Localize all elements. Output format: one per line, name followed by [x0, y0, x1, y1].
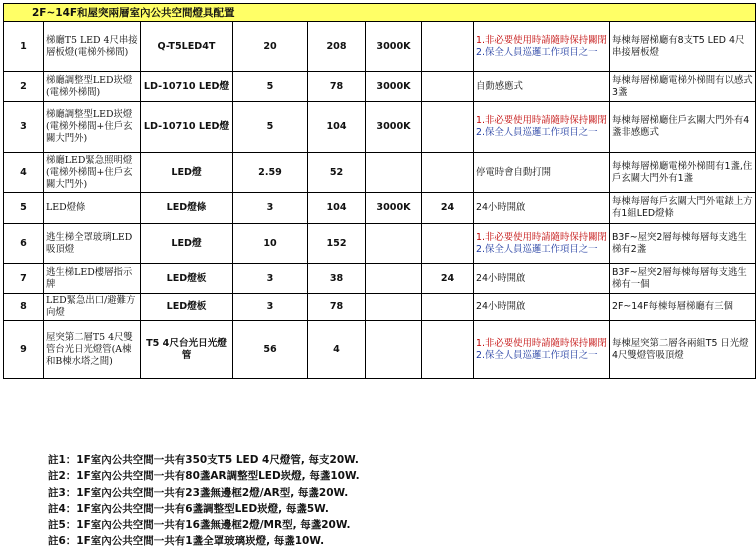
- model-cell: LED燈: [141, 224, 233, 264]
- location-cell: 梯廳調整型LED崁燈(電梯外梯間): [44, 72, 141, 102]
- table-row: [4, 294, 756, 321]
- note-cell: 2F~14F每棟每層梯廳有三個: [610, 294, 756, 321]
- quantity-cell: 38: [308, 264, 366, 294]
- model-cell: LED燈板: [141, 264, 233, 294]
- quantity-cell: 78: [308, 294, 366, 321]
- location-cell: LED燈條: [44, 193, 141, 224]
- note-cell: B3F~屋突2層每棟每層每支逃生梯有一個: [610, 264, 756, 294]
- note-line: 註3：1F室內公共空間一共有23盞無邊框2燈/AR型, 每盞20W.: [48, 486, 349, 499]
- note-line: 註1：1F室內公共空間一共有350支T5 LED 4尺燈管, 每支20W.: [48, 454, 359, 466]
- note-line: 註2：1F室內公共空間一共有80盞AR調整型LED崁燈, 每盞10W.: [48, 470, 360, 483]
- control-cell: [474, 193, 610, 224]
- note-line: 註5：1F室內公共空間一共有16盞無邊框2燈/MR型, 每盞20W.: [48, 519, 351, 532]
- color-temp-cell: [366, 264, 422, 294]
- row-number: 1: [4, 22, 44, 72]
- watt-cell: 3: [233, 294, 308, 321]
- row-number: 5: [4, 193, 44, 224]
- note-line: 註4：1F室內公共空間一共有6盞調整型LED崁燈, 每盞5W.: [48, 502, 329, 515]
- row-number: 3: [4, 102, 44, 153]
- control-plain-text: 24小時開啟: [476, 202, 526, 213]
- quantity-cell: 104: [308, 193, 366, 224]
- hours-cell: [422, 294, 474, 321]
- location-cell: 梯廳調整型LED崁燈(電梯外梯間+住戶玄關大門外): [44, 102, 141, 153]
- note-cell: 每棟每層梯廳有8支T5 LED 4尺串接層板燈: [610, 22, 756, 72]
- table-title-row: [4, 4, 756, 22]
- color-temp-cell: [366, 153, 422, 193]
- watt-cell: 20: [233, 22, 308, 72]
- notes-list: [48, 452, 360, 550]
- control-cell: [474, 153, 610, 193]
- control-cell: [474, 321, 610, 379]
- control-cell: [474, 224, 610, 264]
- row-number: 2: [4, 72, 44, 102]
- control-blue-text: 2.保全人員巡邏工作項目之一: [476, 46, 598, 58]
- lighting-table: [3, 3, 756, 379]
- watt-cell: 5: [233, 72, 308, 102]
- quantity-cell: 4: [308, 321, 366, 379]
- control-red-text: 1.非必要使用時請隨時保持關閉: [476, 34, 607, 46]
- hours-cell: 24: [422, 264, 474, 294]
- row-number: 8: [4, 294, 44, 321]
- row-number: 4: [4, 153, 44, 193]
- control-red-text: 1.非必要使用時請隨時保持關閉: [476, 337, 607, 349]
- hours-cell: [422, 72, 474, 102]
- hours-cell: [422, 102, 474, 153]
- table-row: [4, 264, 756, 294]
- model-cell: LED燈條: [141, 193, 233, 224]
- note-cell: 每棟每層梯廳電梯外梯間有1盞,住戶玄關大門外有1盞: [610, 153, 756, 193]
- control-plain-text: 24小時開啟: [476, 272, 526, 284]
- control-plain-text: 24小時開啟: [476, 301, 526, 312]
- location-cell: 逃生梯LED樓層指示牌: [44, 264, 141, 294]
- location-cell: 梯廳LED緊急照明燈(電梯外梯間+住戶玄關大門外): [44, 153, 141, 193]
- model-cell: Q-T5LED4T: [141, 22, 233, 72]
- table-row: [4, 72, 756, 102]
- quantity-cell: 208: [308, 22, 366, 72]
- control-plain-text: 停電時會自動打開: [476, 166, 552, 178]
- color-temp-cell: 3000K: [366, 193, 422, 224]
- control-red-text: 1.非必要使用時請隨時保持關閉: [476, 231, 607, 243]
- note-cell: 每棟每層每戶玄關大門外電錶上方有1組LED燈條: [610, 193, 756, 224]
- note-cell: 每棟每層梯廳住戶玄關大門外有4盞非感應式: [610, 102, 756, 153]
- location-cell: 逃生梯全罩玻璃LED吸頂燈: [44, 224, 141, 264]
- watt-cell: 5: [233, 102, 308, 153]
- model-cell: LED燈板: [141, 294, 233, 321]
- table-row: [4, 22, 756, 72]
- color-temp-cell: 3000K: [366, 72, 422, 102]
- color-temp-cell: 3000K: [366, 22, 422, 72]
- location-cell: 屋突第二層T5 4尺雙管台光日光燈管(A棟和B棟水塔之間): [44, 321, 141, 379]
- table-title: 2F~14F和屋突兩層室內公共空間燈具配置: [4, 4, 756, 22]
- watt-cell: 56: [233, 321, 308, 379]
- color-temp-cell: [366, 321, 422, 379]
- table-row: [4, 153, 756, 193]
- model-cell: LD-10710 LED燈: [141, 102, 233, 153]
- table-row: [4, 193, 756, 224]
- model-cell: LED燈: [141, 153, 233, 193]
- quantity-cell: 104: [308, 102, 366, 153]
- hours-cell: [422, 321, 474, 379]
- table-row: [4, 321, 756, 379]
- quantity-cell: 78: [308, 72, 366, 102]
- note-line: 註6：1F室內公共空間一共有1盞全罩玻璃崁燈, 每盞10W.: [48, 535, 325, 548]
- quantity-cell: 152: [308, 224, 366, 264]
- quantity-cell: 52: [308, 153, 366, 193]
- row-number: 6: [4, 224, 44, 264]
- control-cell: [474, 102, 610, 153]
- color-temp-cell: [366, 294, 422, 321]
- note-cell: B3F~屋突2層每棟每層每支逃生梯有2盞: [610, 224, 756, 264]
- hours-cell: [422, 22, 474, 72]
- control-blue-text: 2.保全人員巡邏工作項目之一: [476, 243, 598, 255]
- hours-cell: 24: [422, 193, 474, 224]
- control-cell: [474, 294, 610, 321]
- color-temp-cell: [366, 224, 422, 264]
- watt-cell: 2.59: [233, 153, 308, 193]
- watt-cell: 3: [233, 193, 308, 224]
- model-cell: LD-10710 LED燈: [141, 72, 233, 102]
- table-row: [4, 224, 756, 264]
- watt-cell: 10: [233, 224, 308, 264]
- note-cell: 每棟每層梯廳電梯外梯間有以感式3盞: [610, 72, 756, 102]
- location-cell: LED緊急出口/避難方向燈: [44, 294, 141, 321]
- color-temp-cell: 3000K: [366, 102, 422, 153]
- hours-cell: [422, 224, 474, 264]
- hours-cell: [422, 153, 474, 193]
- control-cell: [474, 72, 610, 102]
- watt-cell: 3: [233, 264, 308, 294]
- model-cell: T5 4尺台光日光燈管: [141, 321, 233, 379]
- control-blue-text: 2.保全人員巡邏工作項目之一: [476, 349, 598, 361]
- control-red-text: 1.非必要使用時請隨時保持關閉: [476, 115, 607, 126]
- control-blue-text: 2.保全人員巡邏工作項目之一: [476, 127, 598, 138]
- control-cell: [474, 22, 610, 72]
- control-cell: [474, 264, 610, 294]
- row-number: 7: [4, 264, 44, 294]
- control-plain-text: 自動感應式: [476, 80, 523, 92]
- table-row: [4, 102, 756, 153]
- note-cell: 每棟屋突第二層各兩組T5 日光燈4尺雙燈管吸頂燈: [610, 321, 756, 379]
- row-number: 9: [4, 321, 44, 379]
- location-cell: 梯廳T5 LED 4尺串接層板燈(電梯外梯間): [44, 22, 141, 72]
